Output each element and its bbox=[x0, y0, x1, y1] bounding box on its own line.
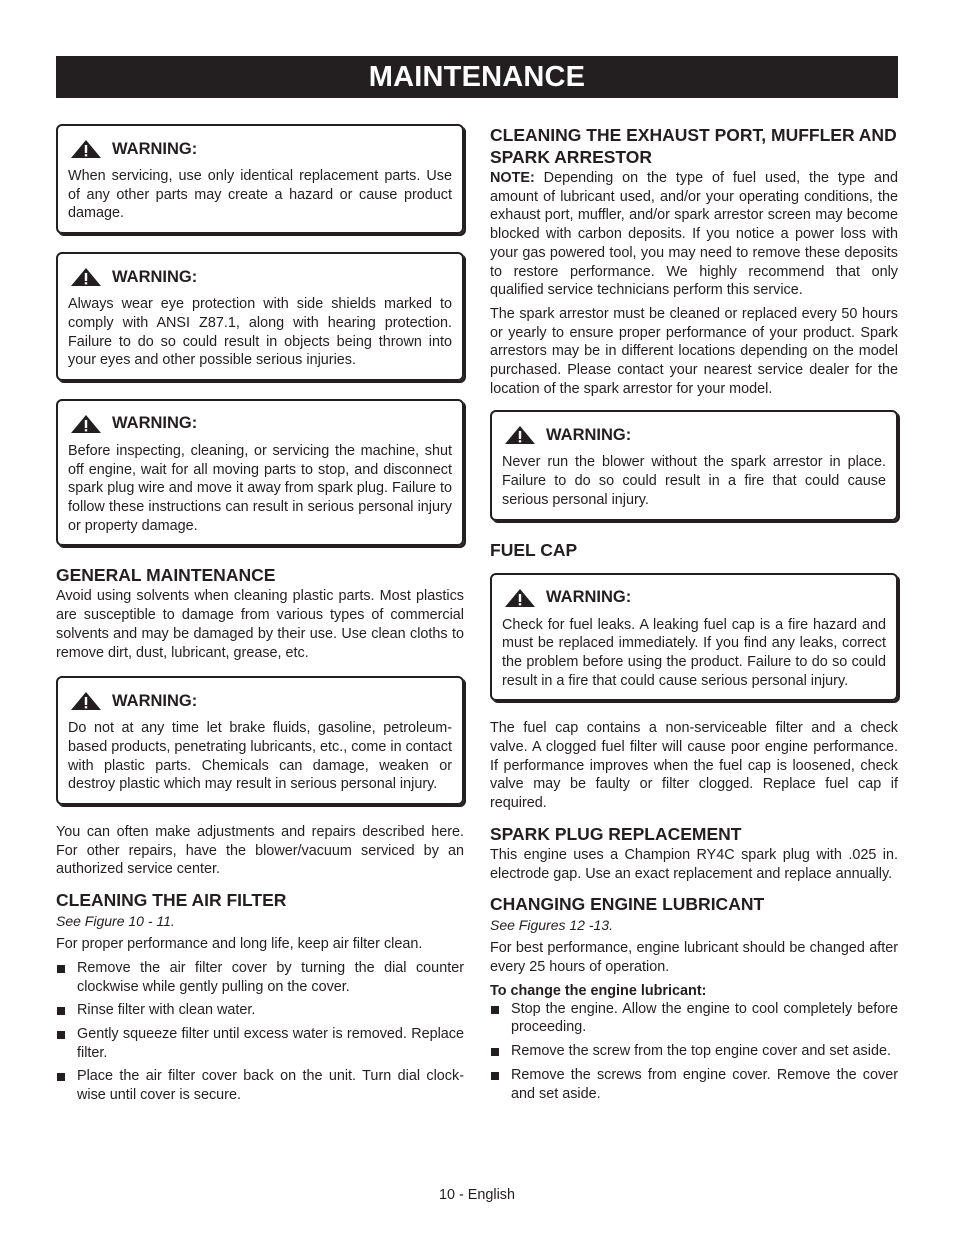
warning-triangle-icon bbox=[70, 691, 102, 711]
warning-text: Check for fuel leaks. A leaking fuel cap is a fire hazard and must be replaced immediately. If you find any leaks, correct the problem before using the product. Failure to do so could result in a fire that could cause serious personal injury. bbox=[502, 616, 886, 689]
warning-box bbox=[56, 676, 464, 805]
bullet-square-icon bbox=[57, 1073, 65, 1081]
right-column bbox=[490, 124, 898, 1108]
warning-box bbox=[56, 124, 464, 234]
general-maintenance-text: Avoid using solvents when cleaning plastic parts. Most plastics are susceptible to damage from various types of commercial solvents and may be damaged by their use. Use clean cloths to remove dirt, dust, lubricant, grease, etc. bbox=[56, 588, 464, 661]
section-heading-engine-lubricant: CHANGING ENGINE LUBRICANT bbox=[490, 894, 765, 915]
warning-label: WARNING: bbox=[112, 139, 198, 158]
list-item: Remove the screws from engine cover. Remove the cover and set aside. bbox=[490, 1066, 898, 1103]
section-heading-spark-plug: SPARK PLUG REPLACEMENT bbox=[490, 823, 742, 844]
lubricant-steps bbox=[490, 1000, 898, 1104]
warning-label: WARNING: bbox=[546, 588, 632, 607]
list-item: Gently squeeze filter until excess water is removed. Replace filter. bbox=[56, 1025, 464, 1062]
bullet-square-icon bbox=[57, 965, 65, 973]
page-footer: 10 - English bbox=[439, 1187, 515, 1203]
figure-reference: See Figure 10 - 11. bbox=[56, 913, 175, 930]
section-heading-air-filter: CLEANING THE AIR FILTER bbox=[56, 890, 287, 911]
warning-label: WARNING: bbox=[546, 425, 632, 444]
figure-reference: See Figures 12 -13. bbox=[490, 917, 613, 934]
bullet-square-icon bbox=[491, 1072, 499, 1080]
lubricant-intro: For best performance, engine lubricant should be changed after every 25 hours of operation. bbox=[490, 940, 898, 975]
warning-text: Before inspecting, cleaning, or servicing the machine, shut off engine, wait for all moving parts to stop, and disconnect spark plug wire and move it away from spark plug. Failure to follow these instructions can result in serious personal injury or property damage. bbox=[68, 442, 452, 534]
warning-text: Always wear eye protection with side shields marked to comply with ANSI Z87.1, along with hearing protection. Failure to do so could result in objects being thrown into your eyes and other possible serious injuries. bbox=[68, 296, 452, 369]
section-heading-exhaust: CLEANING THE EXHAUST PORT, MUFFLER AND SPARK ARRESTOR bbox=[490, 125, 897, 167]
list-item: Remove the air filter cover by turning the dial counter clockwise while gently pulling on the cover. bbox=[56, 959, 464, 996]
air-filter-steps bbox=[56, 959, 464, 1105]
spark-plug-text: This engine uses a Champion RY4C spark plug with .025 in. electrode gap. Use an exact replacement and replace annually. bbox=[490, 846, 898, 882]
page-title: MAINTENANCE bbox=[56, 56, 898, 98]
fuel-cap-text: The fuel cap contains a non-serviceable filter and a check valve. A clogged fuel filter will cause poor engine performance. If performance improves when the fuel cap is loosened, check valve may be faulty or filter clogged. Replace fuel cap if required. bbox=[490, 720, 898, 812]
repairs-text: You can often make adjustments and repairs described here. For other repairs, have the blower/vacuum serviced by an authorized service center. bbox=[56, 824, 464, 878]
warning-label: WARNING: bbox=[112, 267, 198, 286]
list-item: Rinse filter with clean water. bbox=[56, 1001, 464, 1020]
air-filter-intro: For proper performance and long life, keep air filter clean. bbox=[56, 936, 423, 953]
lubricant-subheading: To change the engine lubricant: bbox=[490, 982, 707, 999]
section-heading-fuel-cap: FUEL CAP bbox=[490, 539, 578, 560]
warning-text: Do not at any time let brake fluids, gasoline, petroleum-based products, penetrating lubricants, etc., come in contact with plastic parts. Chemicals can damage, weaken or destroy plastic which may result in serious personal injury. bbox=[68, 720, 452, 793]
list-item: Remove the screw from the top engine cover and set aside. bbox=[490, 1042, 898, 1061]
warning-text: Never run the blower without the spark arrestor in place. Failure to do so could result in a fire that could cause serious personal injury. bbox=[502, 454, 886, 508]
warning-triangle-icon bbox=[70, 267, 102, 287]
bullet-square-icon bbox=[491, 1006, 499, 1014]
exhaust-note bbox=[490, 169, 898, 300]
warning-box bbox=[490, 573, 898, 702]
note-text: Depending on the type of fuel used, the type and amount of lubricant used, and/or your operating conditions, the exhaust port, muffler, and/or spark arrestor screen may become blocked with carbon deposits. If you notice a power loss with your gas powered tool, you may need to remove these deposits to restore performance. We highly recommend that only qualified service technicians perform this service. bbox=[490, 170, 899, 299]
list-item: Stop the engine. Allow the engine to cool completely before proceeding. bbox=[490, 1000, 898, 1037]
list-item: Place the air filter cover back on the unit. Turn dial clock-wise until cover is secure. bbox=[56, 1067, 464, 1104]
warning-triangle-icon bbox=[504, 588, 536, 608]
bullet-square-icon bbox=[491, 1048, 499, 1056]
note-label: NOTE: bbox=[490, 170, 535, 186]
spark-arrestor-text: The spark arrestor must be cleaned or replaced every 50 hours or yearly to ensure proper performance of your product. Spark arrestors may be in different locations depending on the model purchased. Please contact your nearest service dealer for the location of the spark arrestor for your model. bbox=[490, 305, 898, 397]
warning-box bbox=[56, 399, 464, 547]
warning-triangle-icon bbox=[70, 414, 102, 434]
warning-triangle-icon bbox=[504, 425, 536, 445]
warning-text: When servicing, use only identical replacement parts. Use of any other parts may create a hazard or cause product damage. bbox=[68, 168, 452, 222]
section-heading-general-maintenance: GENERAL MAINTENANCE bbox=[56, 565, 276, 586]
warning-box bbox=[56, 252, 464, 381]
bullet-square-icon bbox=[57, 1007, 65, 1015]
warning-triangle-icon bbox=[70, 139, 102, 159]
left-column bbox=[56, 124, 464, 1110]
warning-box bbox=[490, 410, 898, 520]
bullet-square-icon bbox=[57, 1031, 65, 1039]
warning-label: WARNING: bbox=[112, 691, 198, 710]
warning-label: WARNING: bbox=[112, 414, 198, 433]
